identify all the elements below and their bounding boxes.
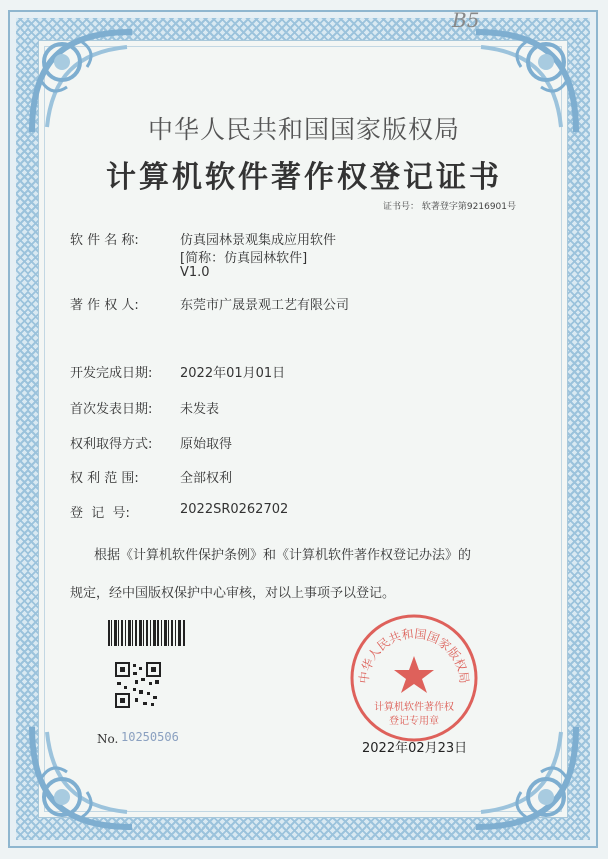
seal-inner-line-2: 登记专用章 — [389, 716, 439, 727]
owner-value: 东莞市广晟景观工艺有限公司 — [180, 298, 350, 313]
registration-number-label: 登 记 号: — [70, 506, 130, 521]
qr-code-icon — [115, 662, 161, 708]
handwritten-note: B5 — [452, 8, 480, 32]
acquire-method-value: 原始取得 — [180, 437, 233, 452]
official-seal-icon — [348, 612, 480, 744]
seal-inner-line-1: 计算机软件著作权 — [374, 702, 454, 713]
software-version: V1.0 — [180, 265, 210, 280]
rights-scope-value: 全部权利 — [180, 471, 233, 486]
software-short-name: [简称：仿真园林软件] — [180, 251, 308, 266]
statement-line-2: 规定，经中国版权保护中心审核，对以上事项予以登记。 — [70, 586, 396, 601]
software-name-label: 软 件 名 称: — [70, 233, 139, 248]
serial-number-value: 10250506 — [121, 730, 179, 744]
software-name-value: 仿真园林景观集成应用软件 — [180, 233, 337, 248]
dev-date-label: 开发完成日期: — [70, 366, 153, 381]
certificate-number: 证书号： 软著登字第9216901号 — [383, 202, 516, 212]
seal-ring-text: 中华人民共和国国家版权局 — [356, 626, 472, 685]
statement-line-1: 根据《计算机软件保护条例》和《计算机软件著作权登记办法》的 — [94, 548, 472, 563]
dev-date-value: 2022年01月01日 — [180, 366, 286, 381]
owner-label: 著 作 权 人: — [70, 298, 139, 313]
rights-scope-label: 权 利 范 围: — [70, 471, 139, 486]
issuer-title: 中华人民共和国国家版权局 — [147, 115, 460, 144]
issue-date: 2022年02月23日 — [362, 741, 468, 756]
publish-date-label: 首次发表日期: — [70, 402, 153, 417]
serial-number-label: No. — [97, 732, 119, 746]
barcode-icon — [108, 620, 186, 646]
publish-date-value: 未发表 — [180, 402, 220, 417]
corner-ornament-bottom-right-icon — [466, 717, 586, 837]
acquire-method-label: 权利取得方式: — [70, 437, 153, 452]
certificate-title: 计算机软件著作权登记证书 — [106, 160, 502, 195]
registration-number-value: 2022SR0262702 — [180, 502, 289, 517]
